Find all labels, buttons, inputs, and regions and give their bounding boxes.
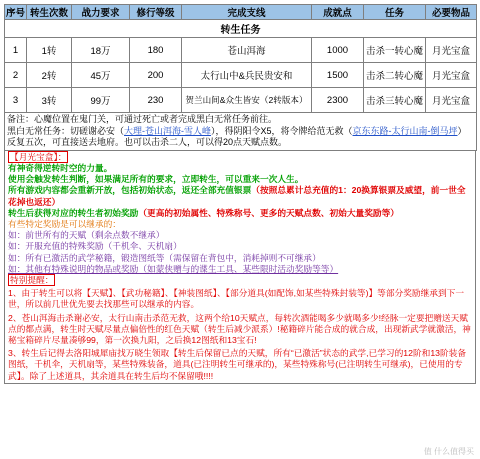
cell-no: 3 bbox=[5, 88, 27, 113]
cell-level: 230 bbox=[130, 88, 182, 113]
cell-task: 击杀二转心魔 bbox=[364, 63, 426, 88]
header-task: 任务 bbox=[364, 5, 426, 20]
reminder-heading: 特别提醒： bbox=[10, 275, 54, 286]
cell-task: 击杀三转心魔 bbox=[364, 88, 426, 113]
box-heading: 【月光宝盒】： bbox=[10, 151, 67, 162]
box-line: 所有游戏内容都会重新开放，包括初始状态，返还全部充值银票 bbox=[8, 185, 252, 196]
box-line: 使用会触发转生判断，如果满足所有的要求，立即转生，可以重来一次人生。 bbox=[8, 174, 304, 185]
cell-level: 200 bbox=[130, 63, 182, 88]
box-line: 如：前世所有的天赋（剩余点数不继承） bbox=[8, 230, 165, 241]
notes-cell bbox=[5, 113, 477, 151]
box-line: 转生后获得对应的转生者初始奖励 bbox=[8, 207, 139, 218]
cell-times: 3转 bbox=[27, 88, 72, 113]
cell-times: 2转 bbox=[27, 63, 72, 88]
box-line: 有些特定奖励是可以继承的： bbox=[8, 219, 121, 229]
reminder-3: 3、转生后记得去洛阳城犀庙找万晓生领取【转生后保留已点的天赋，所有“已激活”状态的武学,已学习的12阶和13阶装备图纸，千机伞，天机扇等，某些特殊装备，道具(已注明转生可继承的)，某些特殊称号(已注明转生可继承)，已使用的专武】。除了上述道具，其余道具在转生后均不保留哦!!!! bbox=[8, 348, 467, 381]
reminder-2: 2、苍山洱海击杀谢必安，太行山南击杀范无救，这两个给10天赋点，每转次酒能喝多少就喝多少!经脉一定要把赠送天赋点的都点满，转生时天赋尽量点偏倍性的红色天赋（转生后减少派系）!秘籍碎片能合成的就合成，出现新武学就激活，神秘宝箱碎片尽量凑够99，第一次换九阳，之后换12图纸和13宝石! bbox=[8, 312, 471, 346]
cell-points: 1000 bbox=[312, 38, 364, 63]
note-line-1: 备注：心魔位置在鬼门关，可通过死亡或者完成黑白无常任务前往。 bbox=[7, 114, 278, 124]
reminder-1: 1、由于转生可以将【天赋】、【武功秘籍】、【神装图纸】、【部分道具(如配饰,如某些特殊封装等)】等部分奖励继承到下一世，所以前几世优先要去找那些可以继承的内容。 bbox=[8, 288, 465, 310]
cell-item: 月光宝盒 bbox=[426, 88, 477, 113]
location-link[interactable]: 大理-苍山洱海-雪人峰 bbox=[124, 125, 212, 136]
box-line: 如：开服充值的特殊奖励（千机伞、天机扇） bbox=[8, 241, 182, 252]
cell-power: 45万 bbox=[72, 63, 130, 88]
moonlight-box-section bbox=[4, 151, 476, 384]
cell-no: 1 bbox=[5, 38, 27, 63]
cell-power: 99万 bbox=[72, 88, 130, 113]
cell-item: 月光宝盒 bbox=[426, 38, 477, 63]
table-title: 转生任务 bbox=[5, 20, 477, 38]
rebirth-table bbox=[4, 4, 477, 151]
cell-times: 1转 bbox=[27, 38, 72, 63]
watermark: 值 什么值得买 bbox=[423, 447, 474, 456]
box-line: 有神奇得逆转时空的力量。 bbox=[8, 162, 113, 173]
header-item: 必要物品 bbox=[426, 5, 477, 20]
cell-no: 2 bbox=[5, 63, 27, 88]
notes-row bbox=[5, 113, 477, 151]
cell-points: 1500 bbox=[312, 63, 364, 88]
header-no: 序号 bbox=[5, 5, 27, 20]
page bbox=[4, 4, 476, 384]
box-line: （按照总累计总充值的1：20换算银票及威望，前一世全花掉也返还） bbox=[8, 185, 466, 207]
cell-level: 180 bbox=[130, 38, 182, 63]
cell-points: 2300 bbox=[312, 88, 364, 113]
table-row bbox=[5, 63, 477, 88]
header-points: 成就点 bbox=[312, 5, 364, 20]
header-power: 战力要求 bbox=[72, 5, 130, 20]
header-level: 修行等级 bbox=[130, 5, 182, 20]
cell-branch: 苍山洱海 bbox=[182, 38, 312, 63]
location-link[interactable]: 京东东路-太行山南-倒马坪 bbox=[352, 125, 458, 136]
cell-task: 击杀一转心魔 bbox=[364, 38, 426, 63]
box-line: 如：其他有特殊说明的物品或奖励（如蒙侠赠与的谍生工具、某些限时活动奖励等等） bbox=[8, 263, 339, 274]
table-row bbox=[5, 88, 477, 113]
header-times: 转生次数 bbox=[27, 5, 72, 20]
box-line: 如：所有已激活的武学秘籍，锻造图纸等（需保留在背包中，消耗掉则不可继承） bbox=[8, 252, 321, 263]
cell-branch: 贺兰山间&众生皆安（2转版本） bbox=[182, 88, 312, 113]
header-branch: 完成支线 bbox=[182, 5, 312, 20]
note-line-2: 黑白无常任务：切磋谢必安（大理-苍山洱海-雪人峰），得阴阳令X5，将令牌给范无救（京东东路-太行山南-倒马坪）反复五次，可直接送去地府。也可以击杀二人，可以得20点天赋点数。 bbox=[7, 125, 467, 148]
cell-item: 月光宝盒 bbox=[426, 63, 477, 88]
cell-branch: 太行山中&兵民贵安和 bbox=[182, 63, 312, 88]
box-line: （更高的初始属性、特殊称号、更多的天赋点数、初始大量奖励等） bbox=[138, 207, 399, 218]
table-row bbox=[5, 38, 477, 63]
cell-power: 18万 bbox=[72, 38, 130, 63]
header-row bbox=[5, 5, 477, 20]
